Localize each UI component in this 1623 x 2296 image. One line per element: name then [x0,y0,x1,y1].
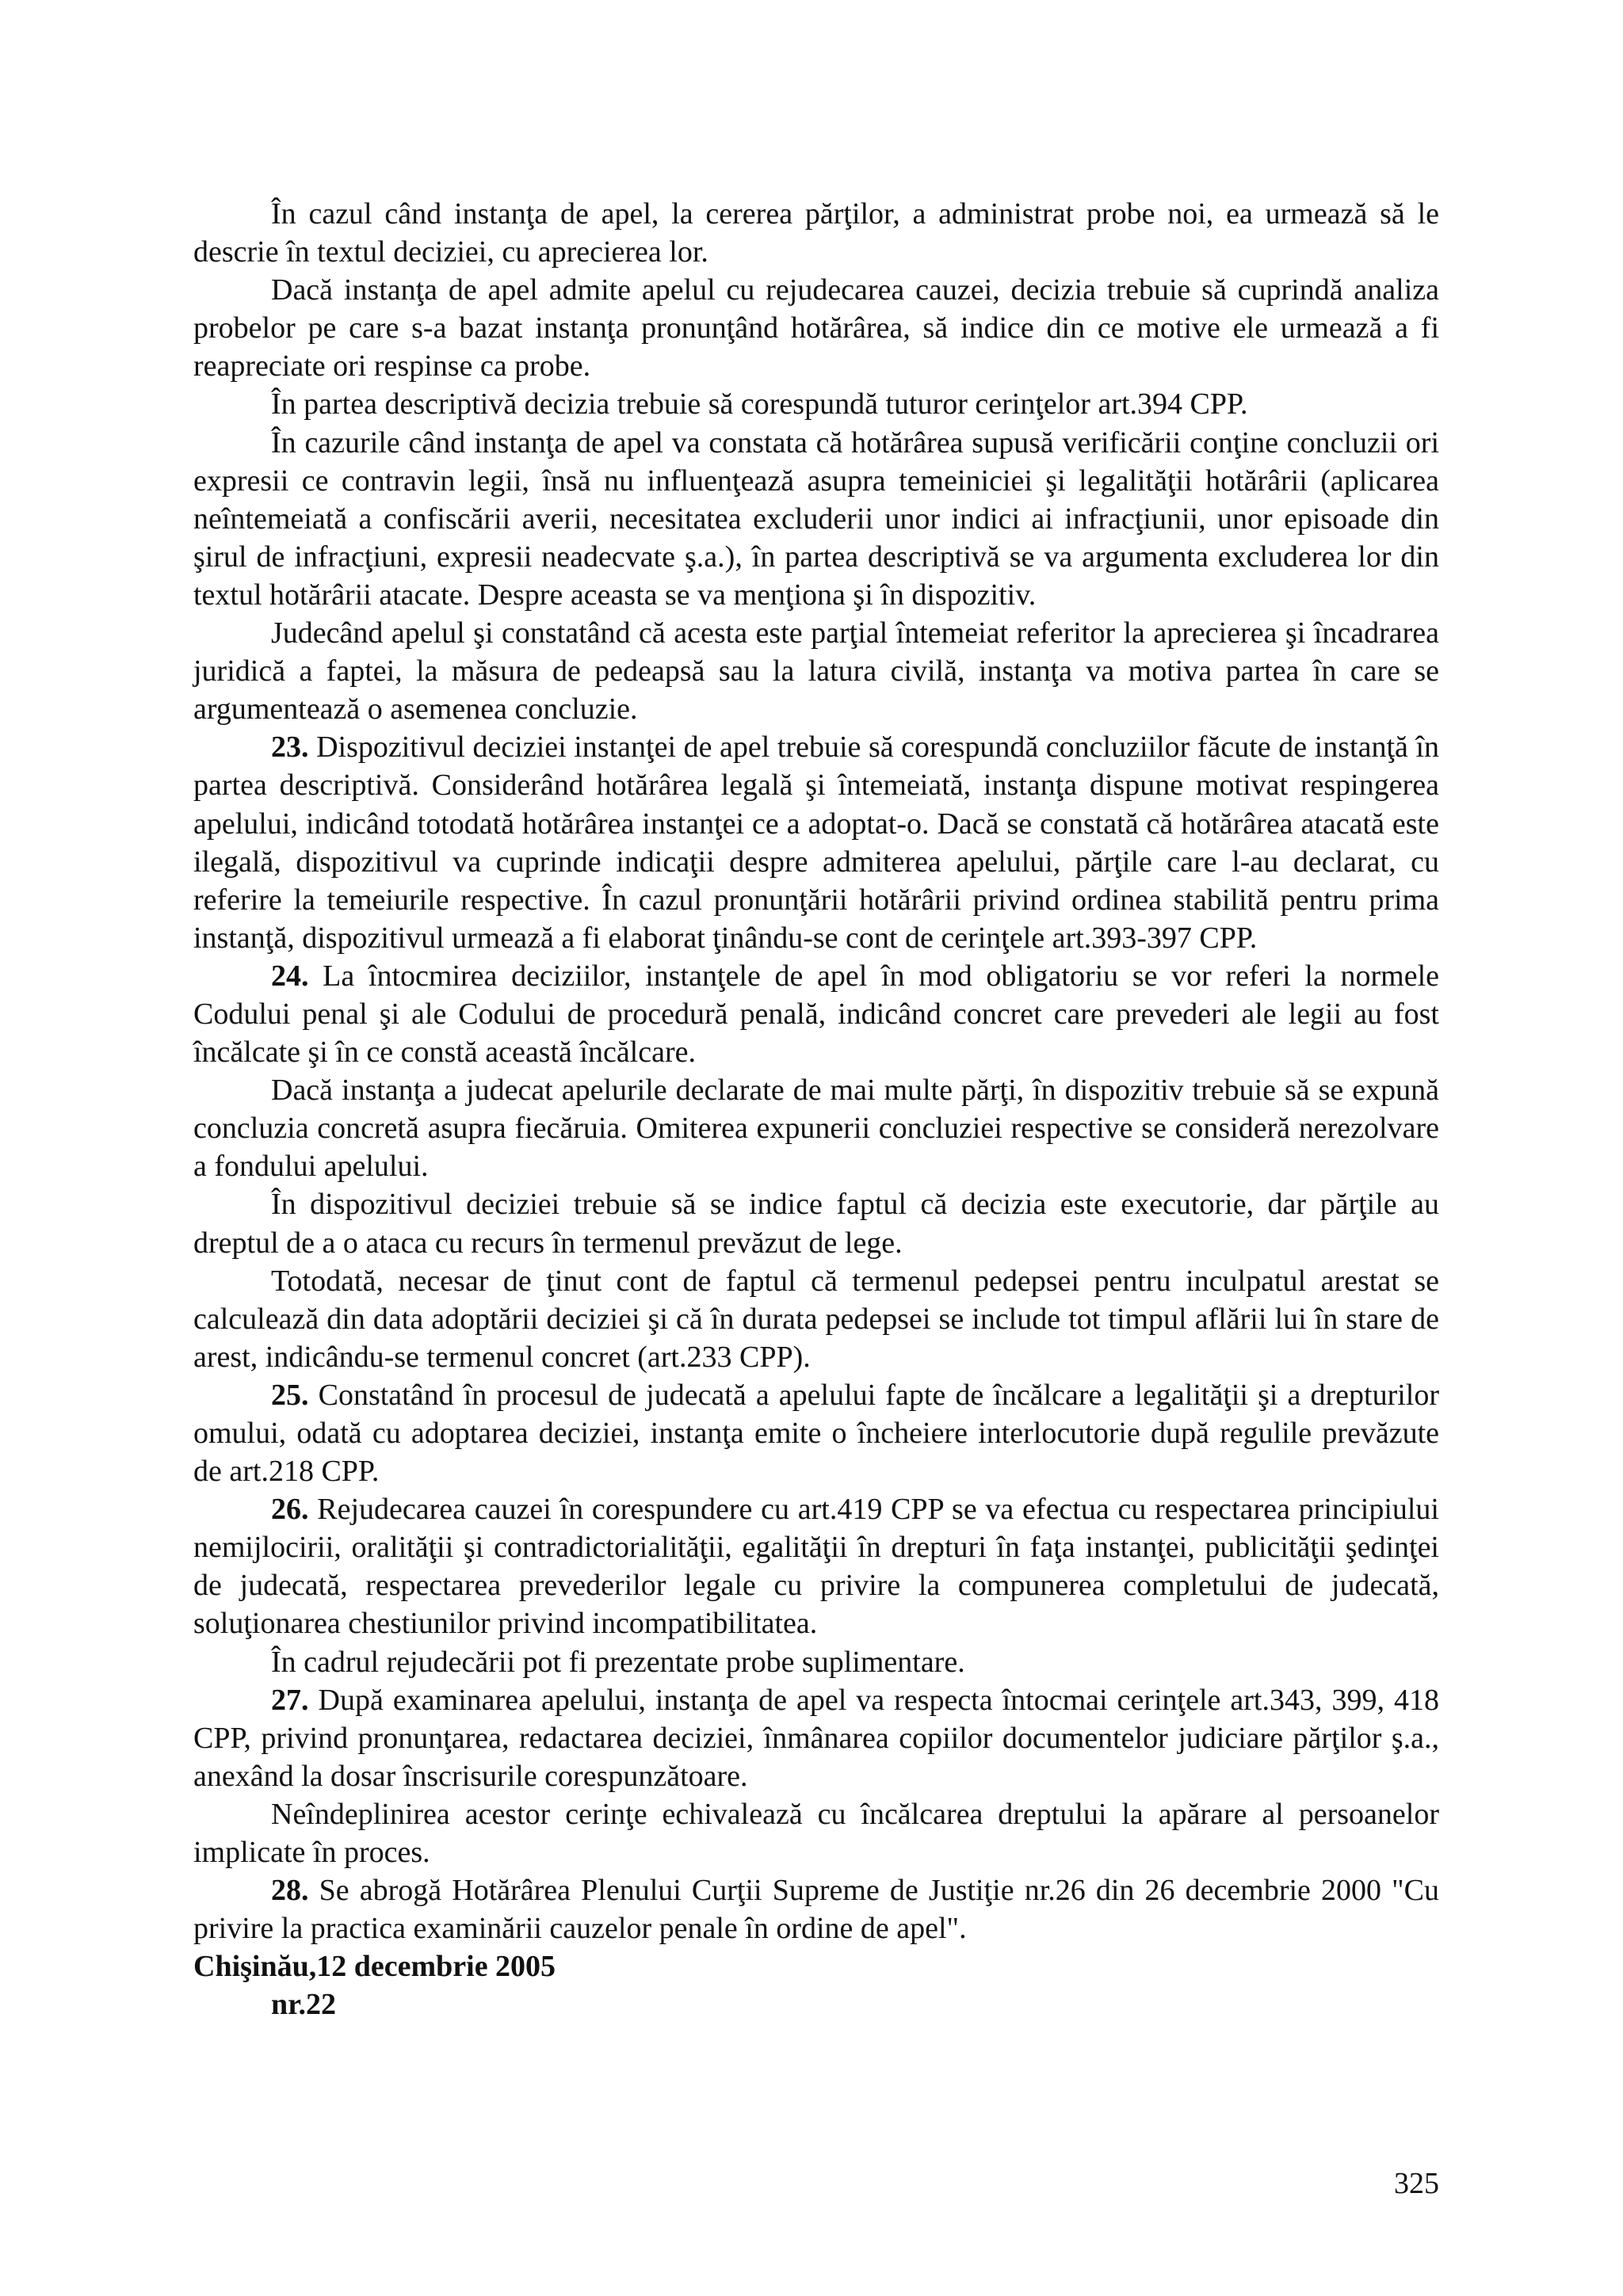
decision-number: nr.22 [271,1988,337,2022]
paragraph [193,195,1439,271]
paragraph-text: Se abrogă Hotărârea Plenului Curţii Supreme de Justiţie nr.26 din 26 decembrie 2000 "Cu privire la practica examinării cauzelor penale în ordine de apel". [193,1874,1439,1946]
paragraph-number: 24. [271,959,309,993]
paragraph [193,1871,1439,1947]
paragraph [193,1643,1439,1681]
paragraph-number: 28. [271,1874,309,1908]
paragraph-number: 25. [271,1378,309,1412]
paragraph-text: Totodată, necesar de ţinut cont de faptul că termenul pedepsei pentru inculpatul arestat se calculează din data adoptării deciziei şi că în durata pedepsei se include tot timpul aflării lui în stare de arest, indicându-se termenul concret (art.233 CPP). [193,1264,1439,1374]
paragraph [193,424,1439,614]
paragraph-text: În partea descriptivă decizia trebuie să corespundă tuturor cerinţelor art.394 CPP. [271,387,1248,421]
paragraph-text: În cazul când instanţa de apel, la cererea părţilor, a administrat probe noi, ea urmează să le descrie în textul deciziei, cu aprecierea lor. [193,197,1439,269]
paragraph [193,271,1439,385]
paragraph-list [193,195,1439,1947]
body-text [193,195,1439,2024]
paragraph-number: 26. [271,1493,309,1527]
paragraph-text: Neîndeplinirea acestor cerinţe echivalează cu încălcarea dreptului la apărare al persoanelor implicate în proces. [193,1797,1439,1870]
paragraph [193,1262,1439,1376]
paragraph [193,1376,1439,1490]
paragraph-text: Judecând apelul şi constatând că acesta este parţial întemeiat referitor la aprecierea şi încadrarea juridică a faptei, la măsura de pedeapsă sau la latura civilă, instanţa va motiva partea în care se argumentează o asemenea concluzie. [193,616,1439,727]
paragraph-text: După examinarea apelului, instanţa de apel va respecta întocmai cerinţele art.343, 399, 418 CPP, privind pronunţarea, redactarea deciziei, înmânarea copiilor documentelor judiciare părţilor ş.a., anexând la dosar înscrisurile corespunzătoare. [193,1683,1440,1793]
paragraph-text: În cadrul rejudecării pot fi prezentate probe suplimentare. [271,1645,965,1679]
paragraph [193,614,1439,728]
paragraph [193,1185,1439,1261]
paragraph-text: În dispozitivul deciziei trebuie să se indice faptul că decizia este executorie, dar părţile au dreptul de a o ataca cu recurs în termenul prevăzut de lege. [193,1188,1439,1260]
paragraph-text: Dacă instanţa de apel admite apelul cu rejudecarea cauzei, decizia trebuie să cuprindă analiza probelor pe care s-a bazat instanţa pronunţând hotărârea, să indice din ce motive ele urmează a fi reapreciate ori respinse ca probe. [193,273,1439,383]
paragraph-text: Constatând în procesul de judecată a apelului fapte de încălcare a legalităţii şi a drepturilor omului, odată cu adoptarea deciziei, instanţa emite o încheiere interlocutorie după regulile prevăzute de art.218 CPP. [193,1378,1440,1489]
paragraph [193,1795,1439,1871]
paragraph [193,1681,1439,1795]
paragraph-number: 27. [271,1683,309,1717]
paragraph [193,957,1439,1071]
paragraph [193,728,1439,957]
paragraph-text: La întocmirea deciziilor, instanţele de apel în mod obligatoriu se vor referi la normele Codului penal şi ale Codului de procedură penală, indicând concret care prevederi ale legii au fost încălcate şi în ce constă această încălcare. [193,959,1439,1070]
paragraph-text: Dacă instanţa a judecat apelurile declarate de mai multe părţi, în dispozitiv trebuie să se expună concluzia concretă asupra fiecăruia. Omiterea expunerii concluziei respective se consideră nerezolvare a fondului apelului. [193,1074,1439,1184]
paragraph-text: Rejudecarea cauzei în corespundere cu art.419 CPP se va efectua cu respectarea principiului nemijlocirii, oralităţii şi contradictorialităţii, egalităţii în drepturi în faţa instanţei, publicităţii şedinţei de judecată, respectarea prevederilor legale cu privire la compunerea completului de judecată, soluţionarea chestiunilor privind incompatibilitatea. [193,1493,1439,1641]
paragraph-number: 23. [271,730,309,765]
paragraph-text: În cazurile când instanţa de apel va constata că hotărârea supusă verificării conţine concluzii ori expresii ce contravin legii, însă nu influenţează asupra temeiniciei şi legalităţii hotărârii (aplicarea neîntemeiată a confiscării averii, necesitatea excluderii unor indici ai infracţiunii, unor episoade din şirul de infracţiuni, expresii neadecvate ş.a.), în partea descriptivă se va argumenta excluderea lor din textul hotărârii atacate. Despre aceasta se va menţiona şi în dispozitiv. [193,425,1439,612]
paragraph [193,1071,1439,1185]
signature-place-date: Chişinău,12 decembrie 2005 [193,1950,556,1984]
page-number: 325 [1394,2167,1439,2200]
paragraph-text: Dispozitivul deciziei instanţei de apel trebuie să corespundă concluziilor făcute de instanţă în partea descriptivă. Considerând hotărârea legală şi întemeiată, instanţa dispune motivat respingerea apelului, indicând totodată hotărârea instanţei ce a adoptat-o. Dacă se constată că hotărârea atacată este ilegală, dispozitivul va cuprinde indicaţii despre admiterea apelului, părţile care l-au declarat, cu referire la temeiurile respective. În cazul pronunţării hotărârii privind ordinea stabilită pentru prima instanţă, dispozitivul urmează a fi elaborat ţinându-se cont de cerinţele art.393-397 CPP. [193,730,1439,955]
paragraph [193,385,1439,423]
paragraph [193,1490,1439,1642]
